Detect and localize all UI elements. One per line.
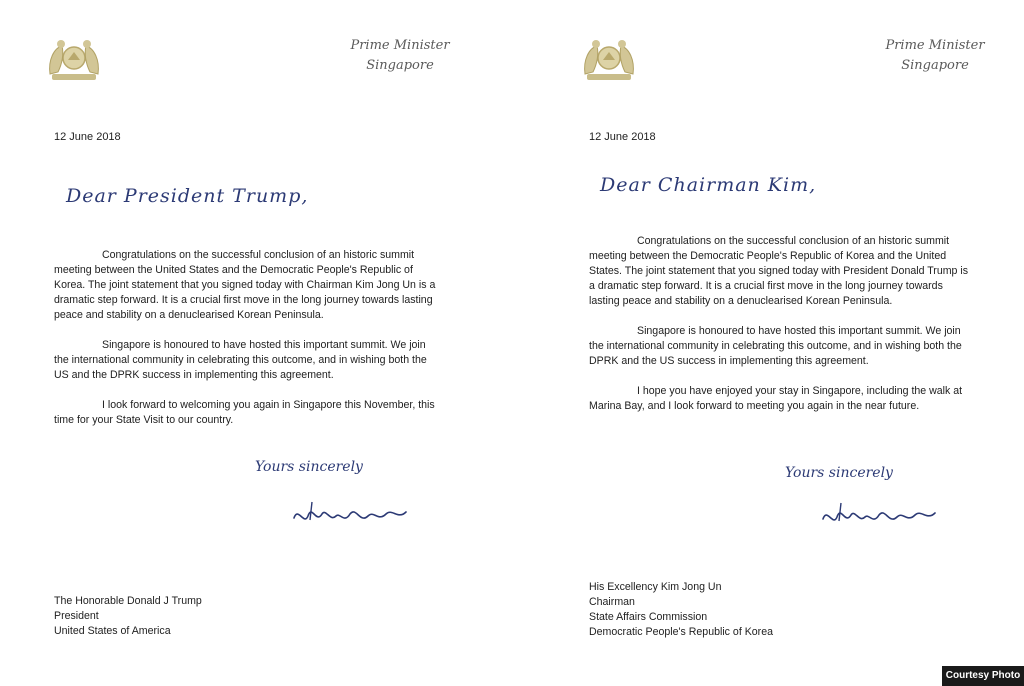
body-paragraph: Singapore is honoured to have hosted this important summit. We join the international community in celebrating this outcome, and in wishing both the US and the DPRK success in implementing this agreement. <box>54 339 427 381</box>
body-paragraph: I hope you have enjoyed your stay in Singapore, including the walk at Marina Bay, and I look forward to meeting you again in the near future. <box>589 385 963 412</box>
addressee-line: Democratic People's Republic of Korea <box>589 626 773 638</box>
body-paragraph: Congratulations on the successful conclusion of an historic summit meeting between the Democratic People's Republic of Korea and the United States. The joint statement that you signed today with President Donald Trump is a dramatic step forward. It is a crucial first move in the long journey towards lasting peace and stability on a denuclearised Korean Peninsula. <box>589 235 969 307</box>
signature <box>290 496 410 532</box>
handwritten-closing: Yours sincerely <box>785 465 893 481</box>
addressee-line: The Honorable Donald J Trump <box>54 595 202 607</box>
addressee-line: State Affairs Commission <box>589 611 708 623</box>
office-title: Prime Minister <box>350 38 450 53</box>
body-paragraph: I look forward to welcoming you again in Singapore this November, this time for your State Visit to our country. <box>54 399 435 426</box>
addressee-line: President <box>54 610 99 622</box>
handwritten-salutation: Dear President Trump, <box>66 185 309 207</box>
office-title: Prime Minister <box>885 38 985 53</box>
letter-date: 12 June 2018 <box>589 131 656 143</box>
sender-office <box>330 36 470 76</box>
letter-body <box>589 234 971 429</box>
singapore-crest-icon <box>44 34 104 84</box>
handwritten-salutation: Dear Chairman Kim, <box>600 174 817 196</box>
addressee-line: Chairman <box>589 596 635 608</box>
body-paragraph: Congratulations on the successful conclusion of an historic summit meeting between the United States and the Democratic People's Republic of Korea. The joint statement that you signed today with Chairman Kim Jong Un is a dramatic step forward. It is a crucial first move in the long journey towards lasting peace and stability on a denuclearised Korean Peninsula. <box>54 249 436 321</box>
office-country: Singapore <box>366 58 434 73</box>
letter-body <box>54 248 442 443</box>
sender-office <box>865 36 1005 76</box>
addressee-block <box>54 594 202 639</box>
addressee-block <box>589 580 773 640</box>
body-paragraph: Singapore is honoured to have hosted this important summit. We join the international community in celebrating this outcome, and in wishing both the DPRK and the US success in implementing this agreement. <box>589 325 962 367</box>
office-country: Singapore <box>901 58 969 73</box>
addressee-line: United States of America <box>54 625 171 637</box>
signature <box>819 497 939 533</box>
photo-credit-badge: Courtesy Photo <box>942 666 1024 686</box>
addressee-line: His Excellency Kim Jong Un <box>589 581 722 593</box>
letter-to-kim <box>535 0 1024 686</box>
handwritten-closing: Yours sincerely <box>255 459 363 475</box>
singapore-crest-icon <box>579 34 639 84</box>
letter-date: 12 June 2018 <box>54 131 121 143</box>
